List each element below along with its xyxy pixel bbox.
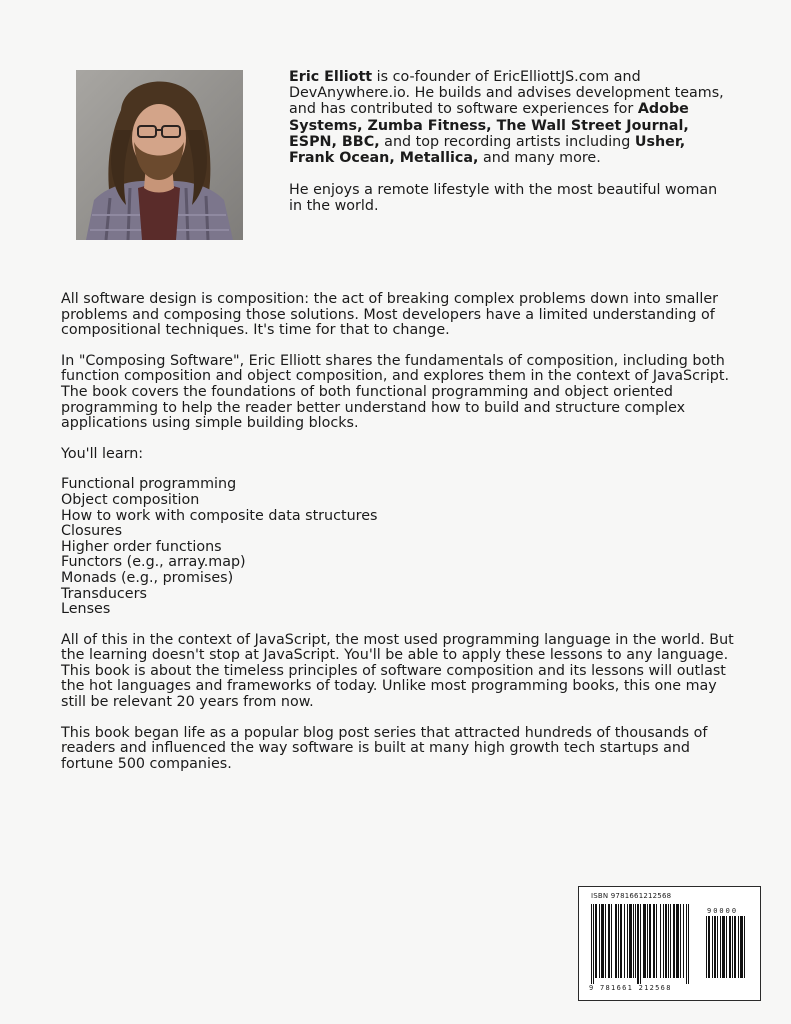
barcode-bar <box>686 904 687 984</box>
learn-item: Lenses <box>61 601 111 618</box>
learn-item: Functors (e.g., array.map) <box>61 554 246 571</box>
author-portrait-image <box>76 70 243 240</box>
author-photo <box>76 70 243 240</box>
isbn-barcode <box>578 886 761 1001</box>
barcode-bar <box>611 904 612 978</box>
barcode-bar <box>720 916 721 978</box>
barcode-bar <box>615 904 617 978</box>
author-name: Eric Elliott <box>289 69 373 85</box>
learn-item: Transducers <box>61 585 147 602</box>
bio-companies: Adobe Systems, Zumba Fitness, The Wall Street Journal, ESPN, BBC, <box>289 101 689 150</box>
barcode-bar <box>717 916 718 978</box>
barcode-bar <box>591 904 592 984</box>
learn-item: Higher order functions <box>61 538 222 555</box>
barcode-bar <box>653 904 655 978</box>
barcode-bar <box>601 904 604 978</box>
description-paragraph-2: In "Composing Software", Eric Elliott shares the fundamentals of composition, including both function composition and object composition, and explores them in the context of JavaScript. The book covers the foundations of both functional programming and object oriented programming to help the reader better understand how to build and structure complex applications using simple building blocks. <box>61 352 730 432</box>
barcode-bar <box>680 904 681 978</box>
barcode-bar <box>683 904 684 978</box>
barcode-bar <box>618 904 619 978</box>
barcode-bar <box>640 904 641 984</box>
barcode-bar <box>624 904 625 978</box>
bio-text-2: and top recording artists including <box>379 133 635 150</box>
barcode-bar <box>643 904 646 978</box>
bio-text-3: and many more. <box>478 150 601 167</box>
barcode-bar <box>740 916 743 978</box>
author-bio-paragraph <box>289 69 729 166</box>
barcode-bar <box>620 904 622 978</box>
learn-item: Closures <box>61 523 123 540</box>
author-bio <box>289 69 729 231</box>
barcode-bar <box>668 904 669 978</box>
barcode-bar <box>608 904 610 978</box>
barcode-bar <box>676 904 679 978</box>
barcode-bar <box>656 904 657 978</box>
book-description <box>61 292 741 787</box>
barcode-bar <box>629 904 632 978</box>
barcode-bar <box>732 916 733 978</box>
barcode-bar <box>660 904 661 978</box>
learn-item: How to work with composite data structures <box>61 507 378 524</box>
learn-list <box>61 477 741 617</box>
barcode-bar <box>738 916 739 978</box>
addon-barcode-bars <box>706 916 750 984</box>
price-code: 90000 <box>707 907 739 915</box>
learn-intro: You'll learn: <box>61 445 144 462</box>
barcode-bar <box>593 904 594 984</box>
barcode-bar <box>706 916 707 978</box>
barcode-bar <box>708 916 710 978</box>
barcode-bar <box>605 904 606 978</box>
ean-barcode-bars <box>591 904 699 984</box>
description-paragraph-1: All software design is composition: the act of breaking complex problems down into smaller problems and composing those solutions. Most developers have a limited understanding of compositional techniques. It's time for that to change. <box>61 291 718 339</box>
barcode-bar <box>665 904 667 978</box>
barcode-bar <box>688 904 689 984</box>
bio-text-1: is co-founder of EricElliottJS.com and DevAnywhere.io. He builds and advises development teams, and has contributed to software experiences for <box>289 69 724 118</box>
bio-artists: Usher, Frank Ocean, Metallica, <box>289 133 686 167</box>
barcode-bar <box>714 916 716 978</box>
description-paragraph-3: All of this in the context of JavaScript, the most used programming language in the world. But the learning doesn't stop at JavaScript. You'll be able to apply these lessons to any language. This book is about the timeless principles of software composition and its lessons will outlast the hot languages and frameworks of today. Unlike most programming books, this one may still be relevant 20 years from now. <box>61 631 734 711</box>
author-lifestyle: He enjoys a remote lifestyle with the most beautiful woman in the world. <box>289 182 718 215</box>
barcode-bar <box>633 904 634 978</box>
learn-item: Monads (e.g., promises) <box>61 569 234 586</box>
barcode-bar <box>647 904 648 978</box>
barcode-bar <box>729 916 731 978</box>
barcode-bar <box>637 904 639 984</box>
barcode-bar <box>670 904 671 978</box>
barcode-bar <box>635 904 636 978</box>
barcode-bar <box>673 904 675 978</box>
learn-item: Functional programming <box>61 476 237 493</box>
barcode-bar <box>734 916 736 978</box>
barcode-bar <box>744 916 745 978</box>
barcode-bar <box>726 916 727 978</box>
description-paragraph-4: This book began life as a popular blog post series that attracted hundreds of thousands of readers and influenced the way software is built at many high growth tech startups and fortune 500 companies. <box>61 724 708 772</box>
learn-item: Object composition <box>61 491 200 508</box>
ean-digits: 9 781661 212568 <box>589 984 672 992</box>
barcode-bar <box>663 904 664 978</box>
barcode-bar <box>712 916 713 978</box>
barcode-bar <box>722 916 725 978</box>
barcode-bar <box>599 904 600 978</box>
isbn-label: ISBN 9781661212568 <box>591 892 672 900</box>
barcode-bar <box>627 904 628 978</box>
barcode-bar <box>649 904 651 978</box>
barcode-bar <box>595 904 597 978</box>
